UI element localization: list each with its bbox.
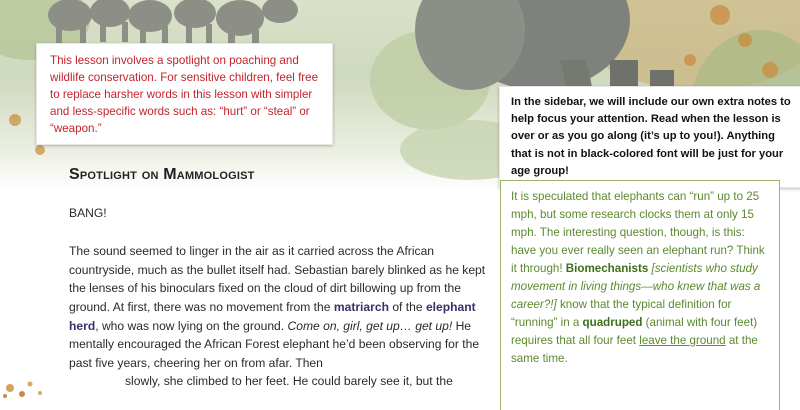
sidebar-intro-text: In the sidebar, we will include our own extra notes to help focus your attention. Read when the lesson is over or as you go along (it’s up to you!). Anything that is not in black-colored font will be just for your age group! <box>511 96 791 177</box>
story-text-3: , who was now lying on the ground. <box>95 318 288 333</box>
sidebar-underline: leave the ground <box>639 334 726 347</box>
opening-line: BANG! <box>69 205 107 220</box>
sidebar-definition: [scientists who study movement in living things—who knew that was a career?!] <box>511 262 761 311</box>
sidebar-text-2: know that the typical definition for “running” in a <box>511 298 732 329</box>
sidebar-text-3: (animal with four feet) requires that all four feet <box>511 316 758 347</box>
sidebar-fact-box <box>500 180 780 410</box>
story-text-5: slowly, she climbed to her feet. He could barely see it, but the <box>125 374 453 389</box>
article-body <box>69 166 499 391</box>
sidebar-text-1: It is speculated that elephants can “run” up to 25 mph, but some research clocks them at only 15 mph. The interesting question, though, is this: have you ever really seen an elephant run? Think it through! <box>511 190 765 275</box>
decorative-splatter <box>0 368 70 400</box>
term-quadruped: quadruped <box>582 316 643 329</box>
parent-advisory-note <box>36 43 333 145</box>
parent-advisory-text: This lesson involves a spotlight on poaching and wildlife conservation. For sensitive children, feel free to replace harsher words in this lesson with simpler and less-specific words such as: “hurt” or “steal” or “weapon.” <box>50 54 319 135</box>
sidebar-intro-note <box>499 86 800 188</box>
term-elephant-herd: elephant herd <box>69 299 476 333</box>
story-text-1: The sound seemed to linger in the air as it carried across the African countryside, much as the bullet itself had. Sebastian barely blinked as he kept the lenses of his binoculars fixed on the cloud of dirt billowing up from the ground. At first, there was no movement from the <box>69 244 486 314</box>
story-paragraph <box>69 242 499 391</box>
article-heading: Spotlight on Mammologist <box>69 166 255 183</box>
sidebar-text-4: at the same time. <box>511 334 758 365</box>
story-text-2: of the <box>388 299 426 314</box>
story-italic-thought: Come on, girl, get up… get up! <box>287 318 453 333</box>
term-matriarch: matriarch <box>333 299 389 314</box>
term-biomechanists: Biomechanists <box>565 262 649 275</box>
story-text-4: He mentally encouraged the African Forest elephant he’d been observing for the past five years, cheering her on from afar. Then <box>69 318 480 370</box>
